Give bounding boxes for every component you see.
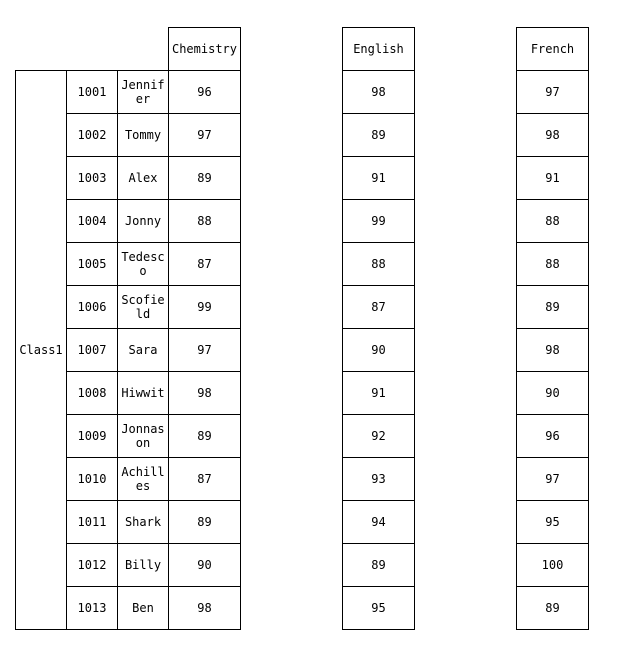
french-score-cell: 97 (516, 457, 589, 501)
student-name-cell: Billy (117, 543, 169, 587)
student-id-cell: 1002 (66, 113, 118, 157)
student-name-cell: Scofield (117, 285, 169, 329)
student-name-cell: Alex (117, 156, 169, 200)
student-id-cell: 1008 (66, 371, 118, 415)
student-id-cell: 1010 (66, 457, 118, 501)
student-id-cell: 1011 (66, 500, 118, 544)
english-score-cell: 99 (342, 199, 415, 243)
french-score-cell: 98 (516, 328, 589, 372)
french-score-cell: 89 (516, 285, 589, 329)
student-id-cell: 1012 (66, 543, 118, 587)
student-id-cell: 1003 (66, 156, 118, 200)
english-score-cell: 94 (342, 500, 415, 544)
english-score-cell: 87 (342, 285, 415, 329)
class-label-cell: Class1 (15, 70, 67, 630)
french-score-cell: 90 (516, 371, 589, 415)
student-name-cell: Shark (117, 500, 169, 544)
student-id-cell: 1009 (66, 414, 118, 458)
french-score-cell: 100 (516, 543, 589, 587)
chemistry-score-cell: 97 (168, 113, 241, 157)
student-name-cell: Jonnason (117, 414, 169, 458)
chemistry-score-cell: 89 (168, 500, 241, 544)
chemistry-score-cell: 90 (168, 543, 241, 587)
english-score-cell: 89 (342, 543, 415, 587)
student-name-cell: Tommy (117, 113, 169, 157)
student-id-cell: 1007 (66, 328, 118, 372)
chemistry-score-cell: 96 (168, 70, 241, 114)
chemistry-score-cell: 89 (168, 414, 241, 458)
header-french: French (516, 27, 589, 71)
english-score-cell: 91 (342, 156, 415, 200)
chemistry-score-cell: 98 (168, 371, 241, 415)
english-score-cell: 93 (342, 457, 415, 501)
student-name-cell: Tedesco (117, 242, 169, 286)
student-id-cell: 1013 (66, 586, 118, 630)
french-score-cell: 96 (516, 414, 589, 458)
student-name-cell: Sara (117, 328, 169, 372)
student-id-cell: 1001 (66, 70, 118, 114)
chemistry-score-cell: 87 (168, 457, 241, 501)
english-score-cell: 89 (342, 113, 415, 157)
french-score-cell: 88 (516, 242, 589, 286)
chemistry-score-cell: 99 (168, 285, 241, 329)
student-name-cell: Jennifer (117, 70, 169, 114)
english-score-cell: 90 (342, 328, 415, 372)
french-score-cell: 89 (516, 586, 589, 630)
student-id-cell: 1006 (66, 285, 118, 329)
chemistry-score-cell: 98 (168, 586, 241, 630)
french-score-cell: 88 (516, 199, 589, 243)
french-score-cell: 91 (516, 156, 589, 200)
header-english: English (342, 27, 415, 71)
french-score-cell: 98 (516, 113, 589, 157)
english-score-cell: 92 (342, 414, 415, 458)
student-id-cell: 1005 (66, 242, 118, 286)
student-name-cell: Ben (117, 586, 169, 630)
student-name-cell: Jonny (117, 199, 169, 243)
student-id-cell: 1004 (66, 199, 118, 243)
student-name-cell: Achilles (117, 457, 169, 501)
english-score-cell: 95 (342, 586, 415, 630)
english-score-cell: 88 (342, 242, 415, 286)
chemistry-score-cell: 87 (168, 242, 241, 286)
french-score-cell: 95 (516, 500, 589, 544)
chemistry-score-cell: 97 (168, 328, 241, 372)
chemistry-score-cell: 88 (168, 199, 241, 243)
student-name-cell: Hiwwit (117, 371, 169, 415)
chemistry-score-cell: 89 (168, 156, 241, 200)
french-score-cell: 97 (516, 70, 589, 114)
header-chemistry: Chemistry (168, 27, 241, 71)
english-score-cell: 91 (342, 371, 415, 415)
english-score-cell: 98 (342, 70, 415, 114)
